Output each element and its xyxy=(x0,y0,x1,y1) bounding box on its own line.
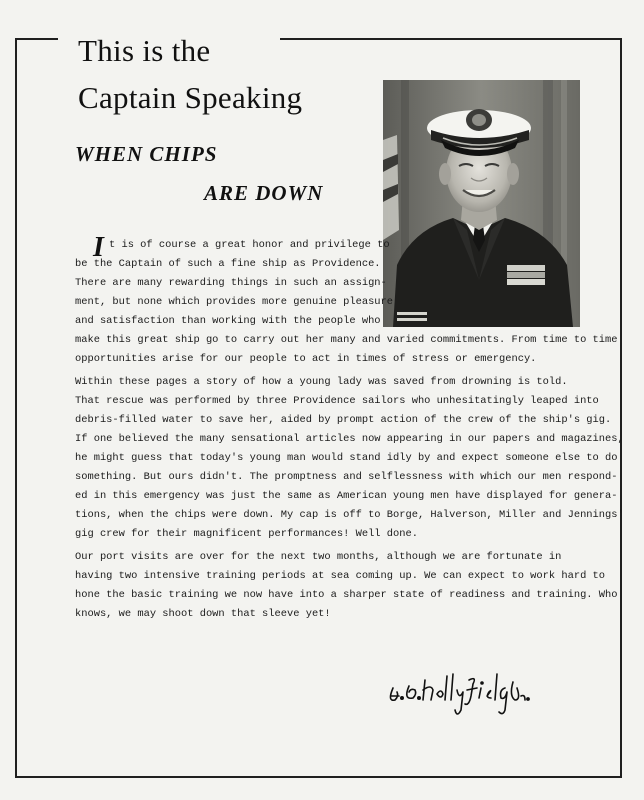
portrait-illustration xyxy=(383,80,580,327)
body-line: debris-filled water to save her, aided by prompt action of the crew of the ship's gig. xyxy=(75,414,612,426)
body-line: having two intensive training periods at sea coming up. We can expect to work hard to xyxy=(75,570,606,582)
body-line: If one believed the many sensational articles now appearing in our papers and magazines, xyxy=(75,433,624,445)
body-line: ment, but none which provides more genuine pleasure xyxy=(75,296,394,308)
article-heading-line-1: WHEN CHIPS xyxy=(75,142,218,166)
body-line: Our port visits are over for the next two months, although we are fortunate in xyxy=(75,551,562,563)
body-line: he might guess that today's young man would stand idly by and expect someone else to do xyxy=(75,452,618,464)
body-line: ed in this emergency was just the same as American young men have displayed for genera- xyxy=(75,490,618,502)
captain-portrait-photo xyxy=(383,80,580,327)
body-line: be the Captain of such a fine ship as Providence. xyxy=(75,258,381,270)
body-line: t is of course a great honor and privilege to xyxy=(109,239,390,251)
page-title-line-1: This is the xyxy=(78,33,211,68)
body-line: There are many rewarding things in such an assign- xyxy=(75,277,387,289)
body-line: That rescue was performed by three Providence sailors who unhesitatingly leaped into xyxy=(75,395,599,407)
body-line: and satisfaction than working with the people who xyxy=(75,315,381,327)
body-line: knows, we may shoot down that sleeve yet! xyxy=(75,608,331,620)
body-line: something. But ours didn't. The promptness and selflessness with which our men respond- xyxy=(75,471,618,483)
body-line: hone the basic training we now have into a sharper state of readiness and training. Who xyxy=(75,589,618,601)
article-heading-line-2: ARE DOWN xyxy=(204,181,324,205)
body-line: gig crew for their magnificent performances! Well done. xyxy=(75,528,418,540)
drop-cap-letter: I xyxy=(93,232,104,263)
body-line: opportunities arise for our people to act in times of stress or emergency. xyxy=(75,353,537,365)
body-line: make this great ship go to carry out her many and varied commitments. From time to time xyxy=(75,334,618,346)
body-line: Within these pages a story of how a young lady was saved from drowning is told. xyxy=(75,376,568,388)
captain-signature xyxy=(385,666,535,724)
page-title-line-2: Captain Speaking xyxy=(78,80,303,115)
body-line: tions, when the chips were down. My cap is off to Borge, Halverson, Miller and Jennings' xyxy=(75,509,624,521)
